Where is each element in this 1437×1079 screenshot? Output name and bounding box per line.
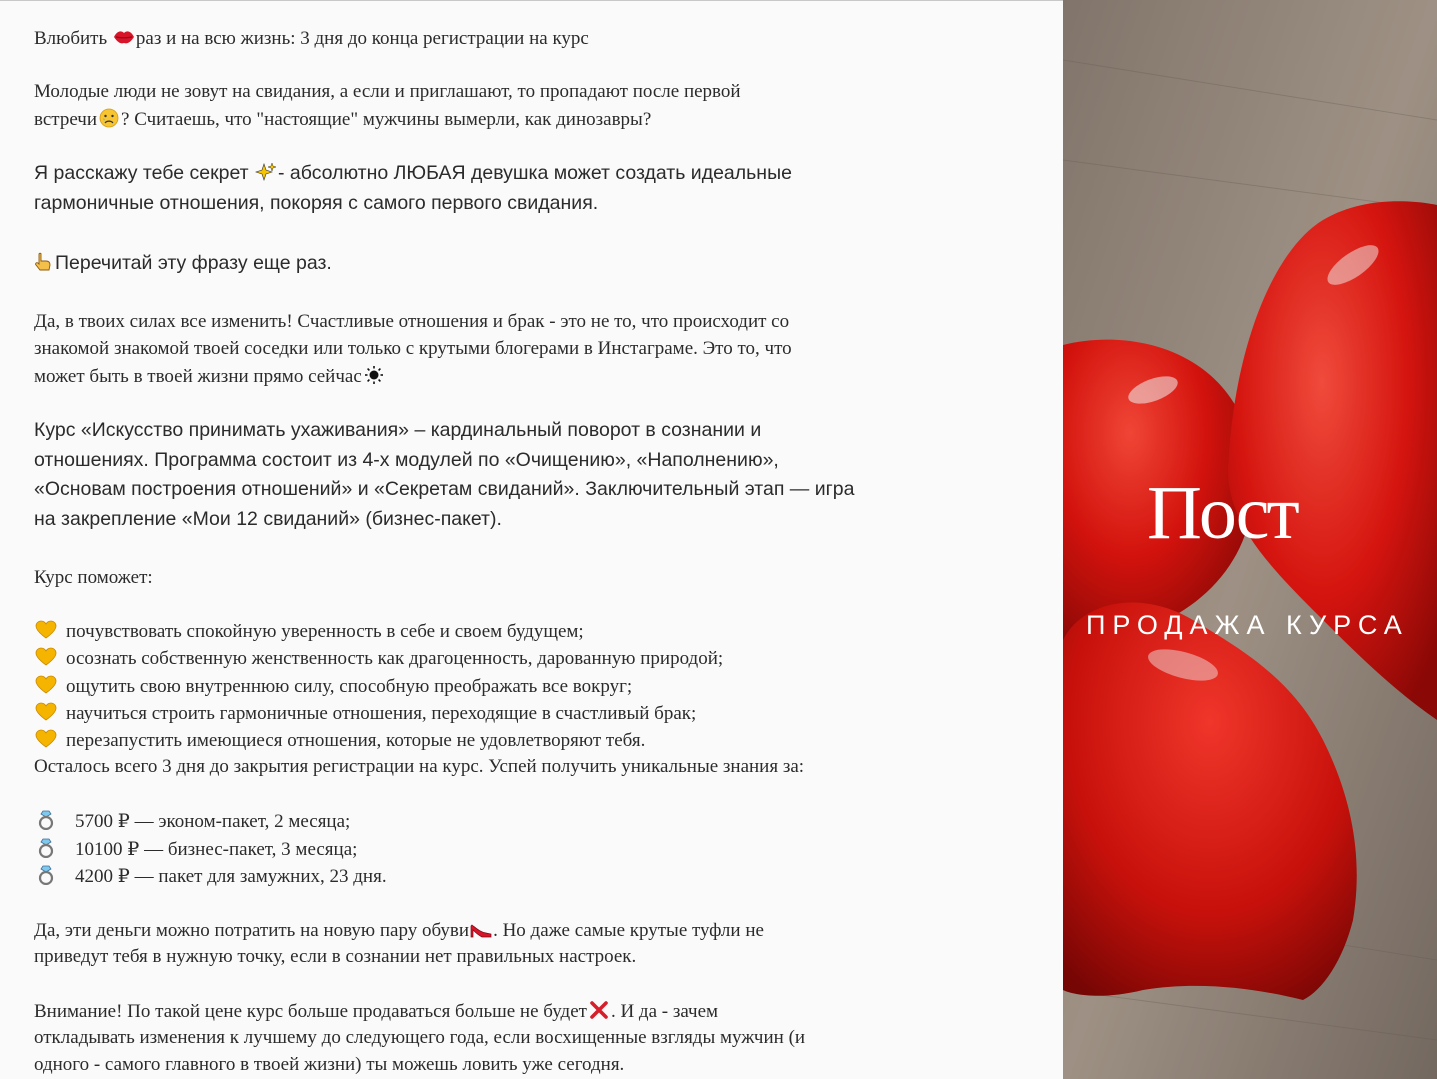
benefit-text: ощутить свою внутреннюю силу, способную преображать все вокруг; xyxy=(66,676,633,697)
lips-icon xyxy=(113,27,135,47)
paragraph-line xyxy=(34,162,792,185)
benefit-text: осознать собственную женственность как драгоценность, дарованную природой; xyxy=(66,648,724,669)
ring-icon xyxy=(35,865,57,885)
yellow-heart-icon xyxy=(35,702,57,722)
price-text: 4200 ₽ — пакет для замужних, 23 дня. xyxy=(75,866,387,887)
paragraph-text: Я расскажу тебе секрет xyxy=(34,162,254,184)
paragraph-line: Да, в твоих силах все изменить! Счастливые отношения и брак - это не то, что происходит со xyxy=(34,311,790,332)
paragraph-line: откладывать изменения к лучшему до следующего года, если восхищенные взгляды мужчин (и xyxy=(34,1027,806,1048)
paragraph-line: Курс «Искусство принимать ухаживания» – кардинальный поворот в сознании и xyxy=(34,419,762,441)
benefit-item xyxy=(34,620,584,643)
yellow-heart-icon xyxy=(35,647,57,667)
price-text: 5700 ₽ — эконом-пакет, 2 месяца; xyxy=(75,811,351,832)
paragraph-text: Перечитай эту фразу еще раз. xyxy=(55,252,332,274)
paragraph-text: Да, эти деньги можно потратить на новую пару обуви xyxy=(34,920,470,941)
paragraph-line: одного - самого главного в твоей жизни) ты можешь ловить уже сегодня. xyxy=(34,1054,625,1075)
hero-title: Пост xyxy=(1147,471,1297,555)
paragraph-line: знакомой знакомой твоей соседки или только с крутыми блогерами в Инстаграме. Это то, что xyxy=(34,338,792,359)
yellow-heart-icon xyxy=(35,675,57,695)
price-item xyxy=(34,810,350,833)
paragraph-line: на закрепление «Мои 12 свиданий» (бизнес-пакет). xyxy=(34,508,502,530)
benefit-item xyxy=(34,702,696,725)
price-item xyxy=(34,865,387,888)
paragraph-text: может быть в твоей жизни прямо сейчас xyxy=(34,366,362,387)
headline-part-1: Влюбить xyxy=(34,28,112,49)
benefit-text: перезапустить имеющиеся отношения, которые не удовлетворяют тебя. xyxy=(66,730,646,751)
pointing-hand-icon xyxy=(33,252,55,272)
paragraph-text: . И да - зачем xyxy=(610,1001,719,1022)
paragraph-line xyxy=(34,919,764,942)
price-item xyxy=(34,838,357,861)
paragraph-line: отношениях. Программа состоит из 4-х модулей по «Очищению», «Наполнению», xyxy=(34,449,779,471)
ring-icon xyxy=(35,838,57,858)
paragraph-line: Осталось всего 3 дня до закрытия регистрации на курс. Успей получить уникальные знания за: xyxy=(34,756,805,777)
benefit-item xyxy=(34,729,645,752)
high-heel-icon xyxy=(470,919,492,939)
paragraph-text: - абсолютно ЛЮБАЯ девушка может создать идеальные xyxy=(278,162,792,184)
benefit-item xyxy=(34,675,632,698)
paragraph-line xyxy=(34,1000,718,1023)
sparkles-icon xyxy=(255,162,277,182)
paragraph-line: «Основам построения отношений» и «Секретам свиданий». Заключительный этап — игра xyxy=(34,478,855,500)
paragraph-text: . Но даже самые крутые туфли не xyxy=(493,920,764,941)
benefit-text: научиться строить гармоничные отношения, переходящие в счастливый брак; xyxy=(66,703,697,724)
paragraph-line: гармоничные отношения, покоряя с самого первого свидания. xyxy=(34,192,599,214)
yellow-heart-icon xyxy=(35,620,57,640)
paragraph-line xyxy=(34,365,386,388)
benefit-text: почувствовать спокойную уверенность в себе и своем будущем; xyxy=(66,621,584,642)
benefit-item xyxy=(34,647,723,670)
paragraph-line: приведут тебя в нужную точку, если в сознании нет правильных настроек. xyxy=(34,946,637,967)
paragraph-line: Молодые люди не зовут на свидания, а если и приглашают, то пропадают после первой xyxy=(34,81,741,102)
yellow-heart-icon xyxy=(35,729,57,749)
paragraph-text: ? Считаешь, что "настоящие" мужчины вымерли, как динозавры? xyxy=(121,109,652,130)
paragraph-text: Внимание! По такой цене курс больше продаваться больше не будет xyxy=(34,1001,587,1022)
post-headline xyxy=(34,27,589,50)
sun-icon xyxy=(363,365,385,385)
price-text: 10100 ₽ — бизнес-пакет, 3 месяца; xyxy=(75,839,358,860)
hero-image xyxy=(1063,0,1437,1079)
benefits-heading: Курс поможет: xyxy=(34,567,153,588)
crying-face-icon xyxy=(98,108,120,128)
paragraph-text: встречи xyxy=(34,109,98,130)
paragraph-line xyxy=(34,252,332,275)
headline-part-2: раз и на всю жизнь: 3 дня до конца регистрации на курс xyxy=(135,28,589,49)
cross-mark-icon xyxy=(588,1000,610,1020)
hero-subtitle: ПРОДАЖА КУРСА xyxy=(1086,610,1409,640)
paragraph-line xyxy=(34,108,651,131)
ring-icon xyxy=(35,810,57,830)
